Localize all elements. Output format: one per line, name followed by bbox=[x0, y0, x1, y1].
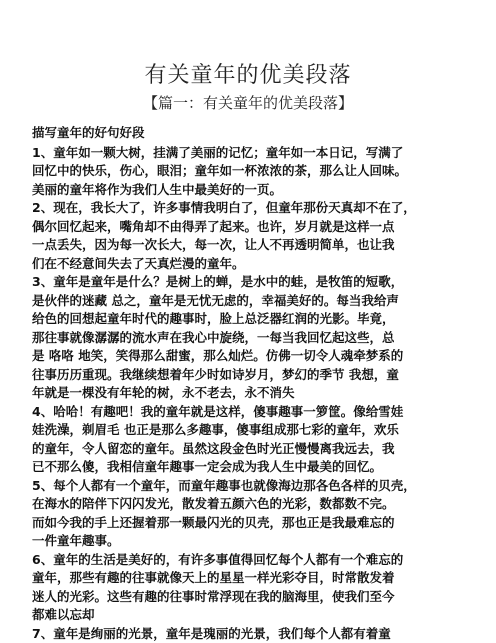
page-title: 有关童年的优美段落 bbox=[0, 58, 496, 89]
text-line: 童年，那些有趣的往事就像天上的星星一样光彩夺目，时常散发着 bbox=[32, 569, 484, 588]
text-line: 都难以忘却 bbox=[32, 606, 484, 625]
text-line: 是 咯咯 地笑，笑得那么甜蜜，那么灿烂。仿佛一切令人魂牵梦系的 bbox=[32, 347, 484, 366]
text-line: 在海水的陪伴下闪闪发光，散发着五颜六色的光彩，数都数不完。 bbox=[32, 495, 484, 514]
section-heading: 描写童年的好句好段 bbox=[32, 124, 484, 143]
text-line: 美丽的童年将作为我们人生中最美好的一页。 bbox=[32, 181, 484, 200]
text-line: 往事历历重现。我继续想着年少时如诗岁月，梦幻的季节 我想，童 bbox=[32, 366, 484, 385]
text-line: 5、每个人都有一个童年，而童年趣事也就像海边那各色各样的贝壳， bbox=[32, 477, 484, 496]
paragraph-lines bbox=[32, 144, 484, 643]
text-line: 年就是一棵没有年轮的树，永不老去，永不消失 bbox=[32, 384, 484, 403]
text-line: 一点丢失，因为每一次长大，每一次，让人不再透明简单，也让我 bbox=[32, 236, 484, 255]
text-line: 的童年，令人留恋的童年。虽然这段金色时光正慢慢离我远去，我 bbox=[32, 440, 484, 459]
text-line: 7、童年是绚丽的光景，童年是瑰丽的光景，我们每个人都有着童 bbox=[32, 625, 484, 643]
text-line: 2、现在，我长大了，许多事情我明白了，但童年那份天真却不在了， bbox=[32, 199, 484, 218]
article-body bbox=[32, 124, 484, 643]
text-line: 给色的回想起童年时代的趣事时，脸上总泛器红润的光影。毕竟， bbox=[32, 310, 484, 329]
text-line: 而如今我的手上还握着那一颗最闪光的贝壳，那也正是我最难忘的 bbox=[32, 514, 484, 533]
text-line: 一件童年趣事。 bbox=[32, 532, 484, 551]
text-line: 已不那么傻，我相信童年趣事一定会成为我人生中最美的回忆。 bbox=[32, 458, 484, 477]
text-line: 偶尔回忆起来，嘴角却不由得弄了起来。也许，岁月就是这样一点 bbox=[32, 218, 484, 237]
text-line: 娃洗澡，剃眉毛 也正是那么多趣事，傻事组成那七彩的童年，欢乐 bbox=[32, 421, 484, 440]
text-line: 是伙伴的迷藏 总之，童年是无忧无虑的，幸福美好的。每当我给声 bbox=[32, 292, 484, 311]
text-line: 1、童年如一颗大树，挂满了美丽的记忆；童年如一本日记，写满了 bbox=[32, 144, 484, 163]
text-line: 3、童年是童年是什么？是树上的蝉，是水中的蛙，是牧笛的短歌， bbox=[32, 273, 484, 292]
text-line: 4、哈哈！有趣吧！我的童年就是这样，傻事趣事一箩筐。像给雪娃 bbox=[32, 403, 484, 422]
text-line: 那往事就像潺潺的流水声在我心中旋绕，一每当我回忆起这些，总 bbox=[32, 329, 484, 348]
text-line: 6、童年的生活是美好的，有许多事值得回忆每个人都有一个难忘的 bbox=[32, 551, 484, 570]
text-line: 迷人的光彩。这些有趣的往事时常浮现在我的脑海里，使我们至今 bbox=[32, 588, 484, 607]
text-line: 们在不经意间失去了天真烂漫的童年。 bbox=[32, 255, 484, 274]
text-line: 回忆中的快乐，伤心，眼泪；童年如一杯浓浓的茶，那么让人回味。 bbox=[32, 162, 484, 181]
section-title: 【篇一：有关童年的优美段落】 bbox=[0, 92, 496, 113]
